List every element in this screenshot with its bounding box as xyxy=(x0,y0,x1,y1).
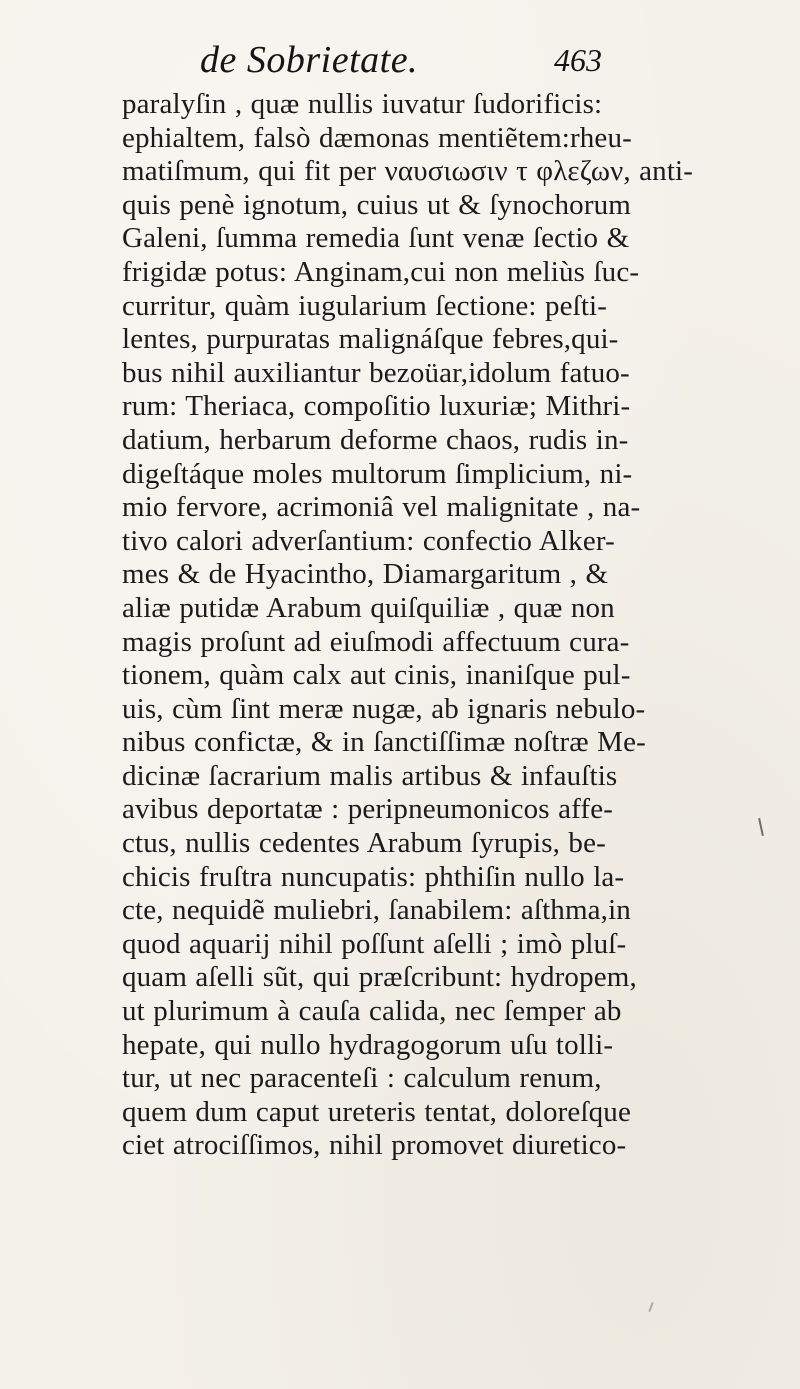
running-head xyxy=(190,38,610,88)
text-line: quam aſelli sũt, qui præſcribunt: hydropem, xyxy=(122,961,637,994)
text-line: ephialtem, falsò dæmonas mentiẽtem:rheu- xyxy=(122,121,632,154)
text-line: ciet atrociſſimos, nihil promovet diuretico- xyxy=(122,1129,627,1162)
text-line: curritur, quàm iugularium ſectione: peſti- xyxy=(122,289,608,322)
text-line: dicinæ ſacrarium malis artibus & infauſtis xyxy=(122,759,618,792)
text-line: ctus, nullis cedentes Arabum ſyrupis, be- xyxy=(122,827,606,860)
text-line: rum: Theriaca, compoſitio luxuriæ; Mithri- xyxy=(122,390,631,423)
text-line: lentes, purpuratas malignáſque febres,qui- xyxy=(122,323,619,356)
text-line: hepate, qui nullo hydragogorum uſu tolli- xyxy=(122,1028,614,1061)
body-text xyxy=(122,88,730,1163)
text-line: nibus confictæ, & in ſanctiſſimæ noſtræ Me- xyxy=(122,726,646,759)
text-line: Galeni, ſumma remedia ſunt venæ ſectio & xyxy=(122,222,630,255)
text-line: tionem, quàm calx aut cinis, inaniſque pul- xyxy=(122,659,631,692)
page-number: 463 xyxy=(554,42,602,78)
text-line: digeſtáque moles multorum ſimplicium, ni- xyxy=(122,457,633,490)
text-line: avibus deportatæ : peripneumonicos affe- xyxy=(122,793,614,826)
text-line: uis, cùm ſint meræ nugæ, ab ignaris nebulo- xyxy=(122,692,646,725)
text-line: tur, ut nec paracenteſi : calculum renum, xyxy=(122,1062,602,1095)
text-line: mio fervore, acrimoniâ vel malignitate , na- xyxy=(122,491,641,524)
running-head-title: de Sobrietate. xyxy=(200,39,419,81)
text-line: frigidæ potus: Anginam,cui non meliùs ſuc- xyxy=(122,255,640,288)
paper-speck xyxy=(648,1302,653,1312)
text-line: quis penè ignotum, cuius ut & ſynochorum xyxy=(122,188,631,221)
text-line: quod aquarij nihil poſſunt aſelli ; imò pluſ- xyxy=(122,927,627,960)
text-line: aliæ putidæ Arabum quiſquiliæ , quæ non xyxy=(122,591,615,624)
text-line: ut plurimum à cauſa calida, nec ſemper ab xyxy=(122,995,622,1028)
text-line: quem dum caput ureteris tentat, doloreſque xyxy=(122,1095,631,1128)
text-line: paralyſin , quæ nullis iuvatur ſudorificis: xyxy=(122,88,603,120)
text-line: mes & de Hyacintho, Diamargaritum , & xyxy=(122,558,609,591)
margin-ink-mark xyxy=(758,818,764,836)
text-line: tivo calori adverſantium: confectio Alker- xyxy=(122,524,615,557)
text-line: chicis fruſtra nuncupatis: phthiſin nullo la- xyxy=(122,860,625,893)
text-line: datium, herbarum deforme chaos, rudis in- xyxy=(122,423,629,456)
text-line: bus nihil auxiliantur bezoüar,idolum fatuo- xyxy=(122,356,630,389)
text-line: magis proſunt ad eiuſmodi affectuum cura- xyxy=(122,625,630,658)
text-line: cte, nequidẽ muliebri, ſanabilem: aſthma,in xyxy=(122,894,631,927)
text-line: matiſmum, qui fit per ναυσιωσιν τ φλεζων, anti- xyxy=(122,155,694,188)
